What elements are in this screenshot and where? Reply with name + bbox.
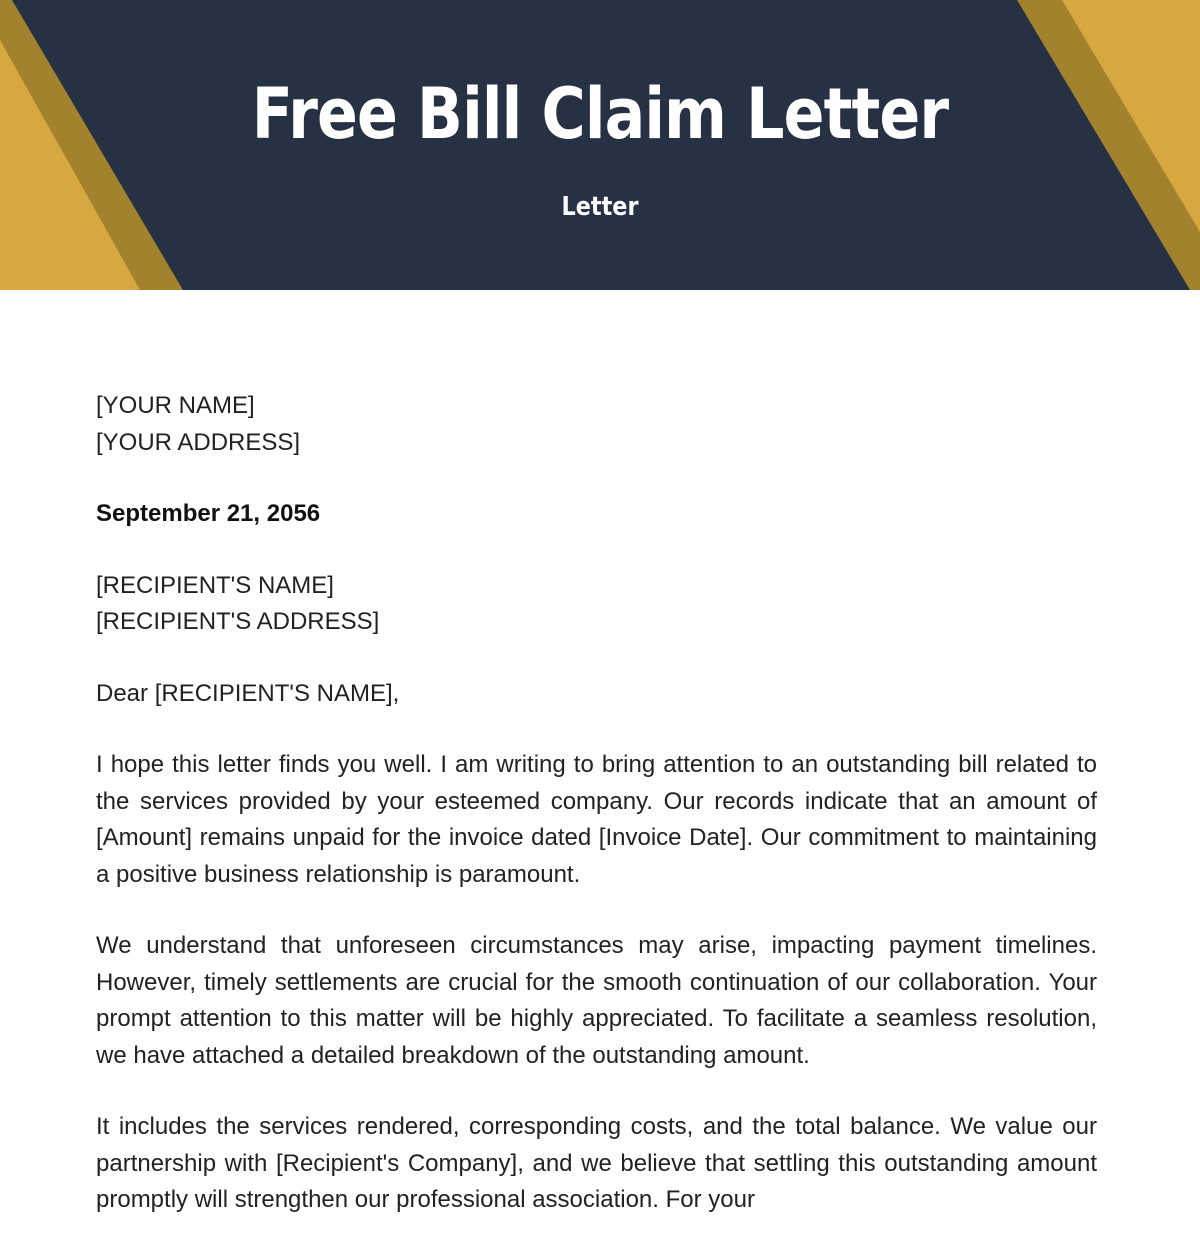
page-subtitle: Letter bbox=[561, 192, 639, 222]
letter-body bbox=[96, 388, 1097, 1254]
sender-address: [YOUR ADDRESS] bbox=[96, 428, 301, 456]
recipient-block bbox=[96, 568, 1097, 641]
recipient-address: [RECIPIENT'S ADDRESS] bbox=[96, 608, 380, 635]
paragraph-1: I hope this letter finds you well. I am writing to bring attention to an outstanding bill related to the services provided by your esteemed company. Our records indicate that an amount of [Amount] remains unpaid for the invoice dated [Invoice Date]. Our commitment to maintaining a positive business relationship is paramount. bbox=[96, 751, 1097, 888]
header-banner bbox=[0, 0, 1200, 290]
page-title: Free Bill Claim Letter bbox=[251, 73, 949, 155]
letter-date: September 21, 2056 bbox=[96, 500, 321, 527]
paragraph-2: We understand that unforeseen circumstances may arise, impacting payment timelines. However, timely settlements are crucial for the smooth continuation of our collaboration. Your prompt attention to this matter will be highly appreciated. To facilitate a seamless resolution, we have attached a detailed breakdown of the outstanding amount. bbox=[96, 932, 1097, 1069]
sender-block bbox=[96, 388, 1097, 461]
salutation: Dear [RECIPIENT'S NAME], bbox=[96, 679, 400, 707]
recipient-name: [RECIPIENT'S NAME] bbox=[96, 571, 334, 599]
paragraph-3: It includes the services rendered, corresponding costs, and the total balance. We value our partnership with [Recipient's Company], and we believe that settling this outstanding amount promptly will strengthen our professional association. For your bbox=[96, 1113, 1097, 1213]
sender-name: [YOUR NAME] bbox=[96, 392, 255, 419]
